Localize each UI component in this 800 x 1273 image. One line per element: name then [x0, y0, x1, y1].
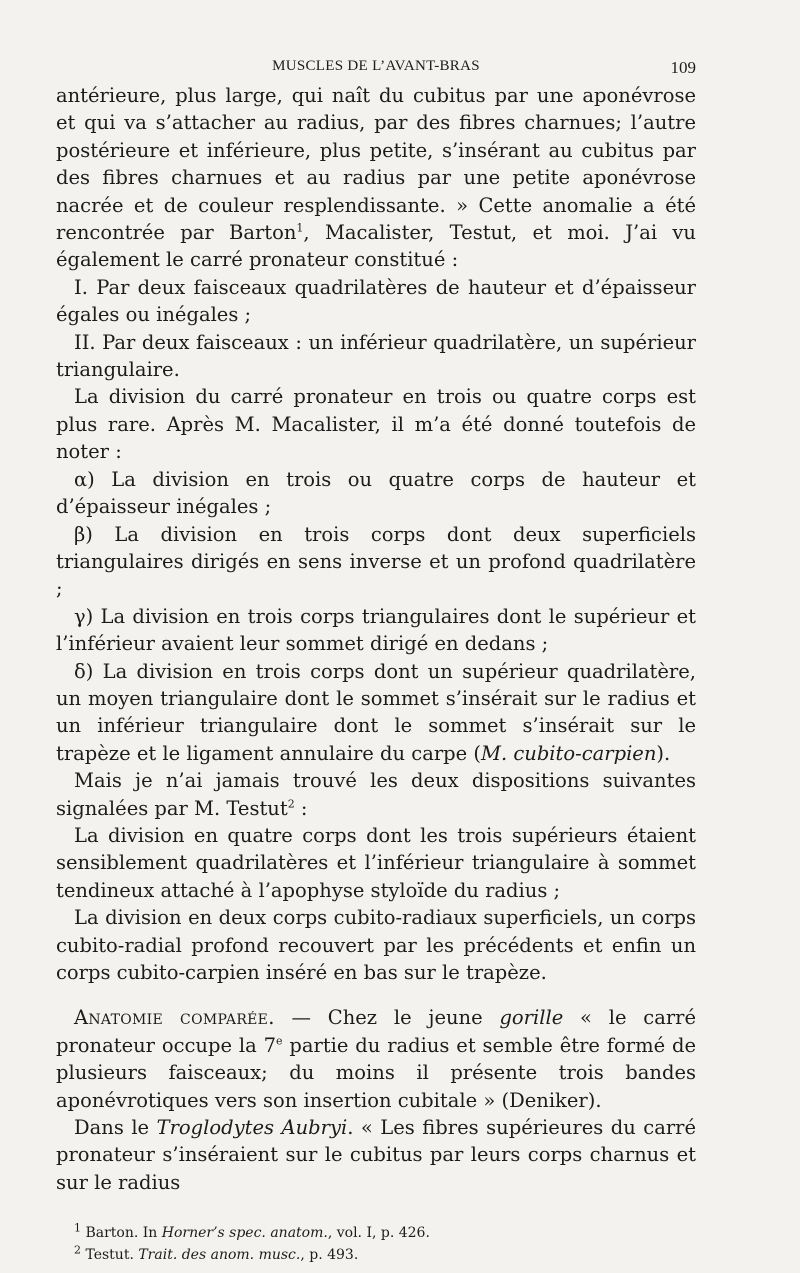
section-heading: Anatomie comparée.: [74, 1006, 275, 1030]
paragraph: La division en quatre corps dont les trois supérieurs étaient sensiblement quadrilatères et l’inférieur triangulaire à sommet tendineux attaché à l’apophyse styloïde du radius ;: [56, 823, 696, 902]
paragraph: Mais je n’ai jamais trouvé les deux dispositions suivantes signalées par M. Testut$^2$ :: [56, 769, 696, 820]
body-text: [56, 82, 696, 1196]
paragraph: Dans le Troglodytes Aubryi. « Les fibres supérieures du carré pronateur s’inséraient sur le cubitus par leurs corps charnus et sur le radius: [56, 1116, 697, 1194]
footnote-ref: 1: [296, 221, 304, 235]
paragraph-anatomie-comparee: Anatomie comparée. — Chez le jeune gorille « le carré pronateur occupe la 7e partie du radius et semble être formé de plusieurs faisceaux; du moins il présente trois bandes aponévrotiques vers son insertion cubitale » (Deniker).: [56, 1006, 697, 1112]
footnote-2: $^2$ Testut. Trait. des anom. musc., p. 493.: [74, 1243, 359, 1264]
paragraph: α) La division en trois ou quatre corps de hauteur et d’épaisseur inégales ;: [56, 467, 696, 519]
footnote-ref: 2: [287, 797, 295, 811]
paragraph: δ) La division en trois corps dont un supérieur quadrilatère, un moyen triangulaire dont le sommet s’insérait sur le radius et un inférieur triangulaire dont le sommet s’insérait sur le trapèze et le ligament annulaire du carpe (M. cubito-carpien).: [56, 659, 696, 765]
paragraph: I. Par deux faisceaux quadrilatères de hauteur et d’épaisseur égales ou inégales ;: [56, 275, 696, 327]
footnotes: [56, 1222, 696, 1266]
species-name: Troglodytes Aubryi: [156, 1116, 348, 1140]
paragraph: II. Par deux faisceaux : un inférieur quadrilatère, un supérieur triangulaire.: [56, 330, 696, 382]
page-number: 109: [670, 58, 696, 77]
paragraph: antérieure, plus large, qui naît du cubitus par une aponévrose et qui va s’attacher au radius, par des fibres charnues; l’autre postérieure et inférieure, plus petite, s’insérant au cubitus par des fibres charnues et au radius par une petite aponévrose nacrée et de couleur resplendissante. » Cette anomalie a été rencontrée par Barton$^1$, Macalister, Testut, et moi. J’ai vu également le carré pronateur constitué :: [56, 84, 696, 272]
paragraph: La division en deux corps cubito-radiaux superficiels, un corps cubito-radial profond recouvert par les précédents et enfin un corps cubito-carpien inséré en bas sur le trapèze.: [56, 906, 696, 984]
paragraph: La division du carré pronateur en trois ou quatre corps est plus rare. Après M. Macalister, il m’a été donné toutefois de noter :: [56, 385, 696, 464]
muscle-name: M. cubito-carpien: [480, 741, 657, 765]
footnote-1: $^1$ Barton. In Horner’s spec. anatom., vol. I, p. 426.: [74, 1221, 430, 1242]
paragraph: β) La division en trois corps dont deux superficiels triangulaires dirigés en sens inverse et un profond quadrilatère ;: [56, 522, 696, 601]
paragraph: γ) La division en trois corps triangulaires dont le supérieur et l’inférieur avaient leur sommet dirigé en dedans ;: [56, 604, 696, 656]
running-title: MUSCLES DE L’AVANT-BRAS: [272, 58, 480, 74]
book-page: [56, 52, 696, 1266]
page-header: [56, 52, 696, 82]
